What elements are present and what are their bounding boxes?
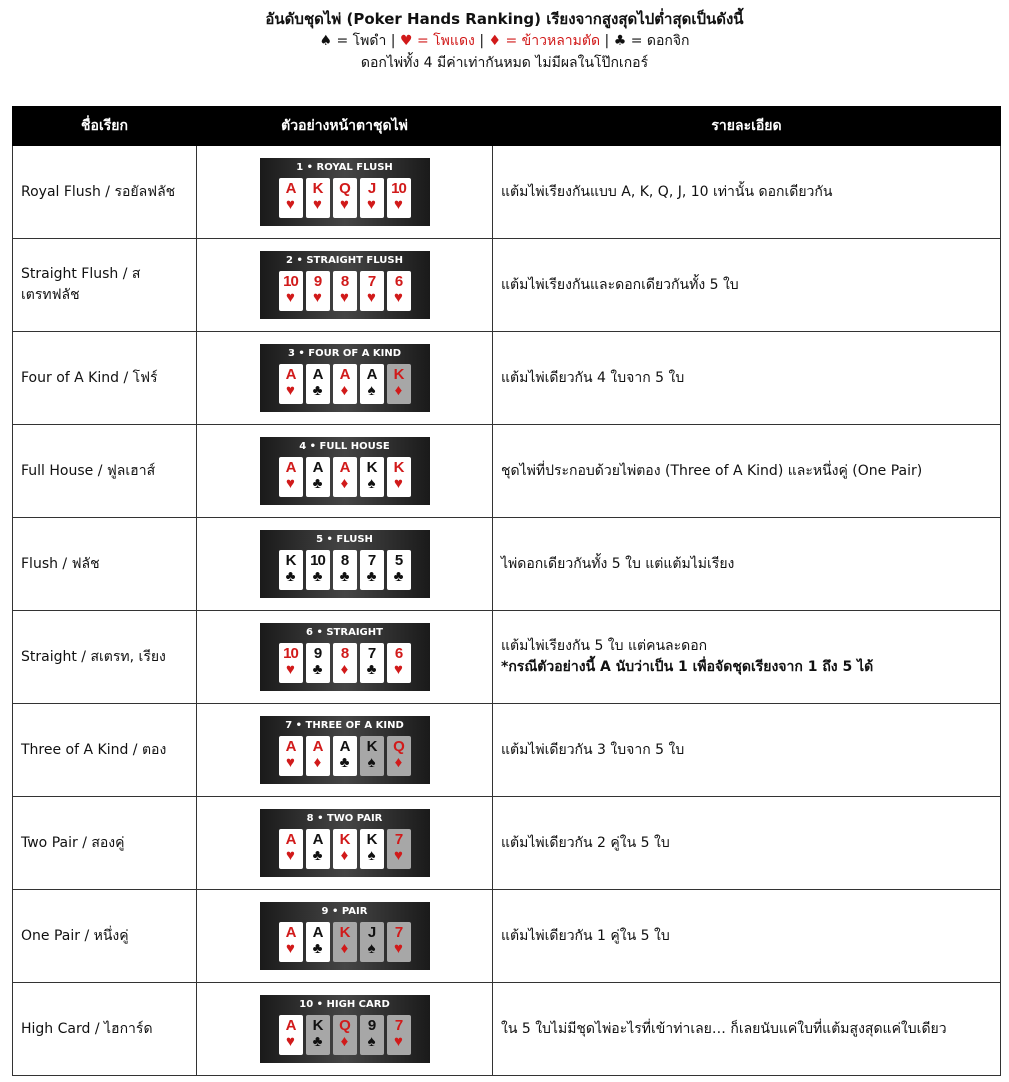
hand-detail: ใน 5 ใบไม่มีชุดไพ่อะไรที่เข้าท่าเลย… ก็เลยนับแค่ใบที่แต้มสูงสุดแค่ใบเดียว (501, 1020, 947, 1037)
playing-card (387, 736, 411, 776)
table-row (13, 239, 1001, 332)
hand-name: Three of A Kind / ตอง (13, 704, 197, 797)
playing-card (306, 178, 330, 218)
card-group (260, 271, 430, 311)
hand-example-cell (197, 704, 493, 797)
card-suit-icon: ♣ (339, 568, 350, 585)
card-rank: 8 (340, 273, 349, 290)
playing-card (279, 364, 303, 404)
card-suit-icon: ♦ (313, 754, 322, 771)
hand-detail-cell (493, 146, 1001, 239)
card-rank: Q (339, 1017, 350, 1034)
card-suit-icon: ♣ (312, 1033, 323, 1050)
table-row (13, 425, 1001, 518)
card-group (260, 550, 430, 590)
card-rank: 10 (391, 180, 406, 197)
hand-example-cell (197, 611, 493, 704)
hand-detail-cell (493, 239, 1001, 332)
card-suit-icon: ♦ (394, 382, 403, 399)
table-row (13, 611, 1001, 704)
hand-example-cell (197, 797, 493, 890)
column-header-name: ชื่อเรียก (13, 107, 197, 146)
playing-card (360, 550, 384, 590)
card-group (260, 736, 430, 776)
card-suit-icon: ♦ (340, 475, 349, 492)
hand-detail-cell (493, 332, 1001, 425)
hand-example-cell (197, 146, 493, 239)
hand-name: High Card / ไฮการ์ด (13, 983, 197, 1076)
hand-example-title: 10 • HIGH CARD (299, 999, 390, 1010)
card-rank: A (366, 366, 377, 383)
card-suit-icon: ♦ (340, 1033, 349, 1050)
card-group (260, 643, 430, 683)
card-suit-icon: ♣ (312, 568, 323, 585)
legend-heart: ♥ = โพแดง (399, 33, 475, 49)
playing-card (333, 829, 357, 869)
card-suit-icon: ♥ (394, 847, 403, 864)
playing-card (360, 829, 384, 869)
hand-example-title: 6 • STRAIGHT (306, 627, 383, 638)
card-group (260, 829, 430, 869)
playing-card (333, 271, 357, 311)
playing-card (306, 271, 330, 311)
playing-card (333, 1015, 357, 1055)
card-suit-icon: ♥ (286, 1033, 295, 1050)
playing-card (387, 1015, 411, 1055)
card-rank: 6 (394, 273, 403, 290)
playing-card (387, 271, 411, 311)
card-rank: 7 (367, 273, 376, 290)
playing-card (306, 550, 330, 590)
hand-example-title: 9 • PAIR (321, 906, 368, 917)
playing-card (360, 457, 384, 497)
card-rank: K (339, 831, 350, 848)
playing-card (279, 457, 303, 497)
column-header-detail: รายละเอียด (493, 107, 1001, 146)
card-suit-icon: ♠ (367, 847, 376, 864)
card-rank: K (312, 1017, 323, 1034)
playing-card (279, 178, 303, 218)
card-suit-icon: ♥ (394, 1033, 403, 1050)
hand-detail: แต้มไพ่เดียวกัน 2 คู่ใน 5 ใบ (501, 834, 670, 851)
table-row (13, 704, 1001, 797)
card-rank: K (366, 831, 377, 848)
hand-detail: แต้มไพ่เรียงกันและดอกเดียวกันทั้ง 5 ใบ (501, 276, 739, 293)
hand-detail-cell (493, 518, 1001, 611)
card-suit-icon: ♥ (367, 196, 376, 213)
card-rank: 8 (340, 552, 349, 569)
playing-card (333, 550, 357, 590)
card-suit-icon: ♥ (286, 382, 295, 399)
card-rank: A (312, 738, 323, 755)
card-suit-icon: ♥ (286, 289, 295, 306)
card-rank: 7 (367, 552, 376, 569)
card-rank: 5 (394, 552, 403, 569)
card-rank: 9 (313, 273, 322, 290)
card-suit-icon: ♠ (367, 1033, 376, 1050)
card-rank: Q (393, 738, 404, 755)
table-row (13, 797, 1001, 890)
playing-card (333, 922, 357, 962)
card-suit-icon: ♥ (394, 475, 403, 492)
hand-name: Flush / ฟลัช (13, 518, 197, 611)
table-row (13, 983, 1001, 1076)
card-suit-icon: ♦ (340, 847, 349, 864)
card-rank: A (285, 459, 296, 476)
card-suit-icon: ♣ (339, 754, 350, 771)
card-suit-icon: ♦ (340, 382, 349, 399)
hand-example-title: 2 • STRAIGHT FLUSH (286, 255, 403, 266)
hand-example-image (260, 158, 430, 226)
playing-card (333, 364, 357, 404)
card-rank: A (312, 924, 323, 941)
playing-card (360, 178, 384, 218)
card-suit-icon: ♥ (340, 196, 349, 213)
playing-card (306, 1015, 330, 1055)
hand-example-image (260, 995, 430, 1063)
card-suit-icon: ♣ (366, 661, 377, 678)
card-rank: Q (339, 180, 350, 197)
playing-card (279, 550, 303, 590)
hand-example-cell (197, 518, 493, 611)
playing-card (279, 736, 303, 776)
playing-card (387, 364, 411, 404)
hand-example-image (260, 902, 430, 970)
card-suit-icon: ♥ (367, 289, 376, 306)
card-rank: A (339, 366, 350, 383)
playing-card (306, 736, 330, 776)
legend-spade: ♠ = โพดำ (319, 33, 387, 49)
hand-detail: แต้มไพ่เดียวกัน 1 คู่ใน 5 ใบ (501, 927, 670, 944)
card-suit-icon: ♣ (285, 568, 296, 585)
hand-example-title: 3 • FOUR OF A KIND (287, 348, 402, 359)
column-header-example: ตัวอย่างหน้าตาชุดไพ่ (197, 107, 493, 146)
card-rank: A (312, 366, 323, 383)
playing-card (360, 736, 384, 776)
playing-card (306, 364, 330, 404)
card-suit-icon: ♥ (286, 754, 295, 771)
hand-example-title: 1 • ROYAL FLUSH (296, 162, 393, 173)
card-rank: K (339, 924, 350, 941)
card-suit-icon: ♣ (312, 382, 323, 399)
card-rank: 7 (367, 645, 376, 662)
hand-name: Four of A Kind / โฟร์ (13, 332, 197, 425)
hand-example-title: 8 • TWO PAIR (306, 813, 383, 824)
table-header-row (13, 107, 1001, 146)
card-suit-icon: ♣ (312, 940, 323, 957)
page-header (0, 8, 1009, 74)
playing-card (306, 457, 330, 497)
hand-example-cell (197, 239, 493, 332)
card-rank: K (285, 552, 296, 569)
card-suit-icon: ♥ (394, 661, 403, 678)
hand-name: Straight / สเตรท, เรียง (13, 611, 197, 704)
card-rank: 10 (310, 552, 325, 569)
card-suit-icon: ♥ (286, 196, 295, 213)
card-group (260, 178, 430, 218)
hand-example-cell (197, 983, 493, 1076)
playing-card (360, 364, 384, 404)
playing-card (306, 829, 330, 869)
playing-card (387, 643, 411, 683)
card-suit-icon: ♥ (286, 661, 295, 678)
card-suit-icon: ♥ (286, 847, 295, 864)
playing-card (333, 457, 357, 497)
card-suit-icon: ♥ (286, 940, 295, 957)
playing-card (279, 643, 303, 683)
table-row (13, 890, 1001, 983)
page-title: อันดับชุดไพ่ (Poker Hands Ranking) เรียงจากสูงสุดไปต่ำสุดเป็นดังนี้ (265, 10, 744, 28)
hand-detail-cell (493, 425, 1001, 518)
legend-diamond: ♦ = ข้าวหลามตัด (488, 33, 601, 49)
card-rank: A (339, 459, 350, 476)
hand-example-title: 4 • FULL HOUSE (299, 441, 390, 452)
card-suit-icon: ♦ (394, 754, 403, 771)
playing-card (360, 922, 384, 962)
card-rank: K (366, 738, 377, 755)
playing-card (333, 178, 357, 218)
hand-detail: แต้มไพ่เรียงกันแบบ A, K, Q, J, 10 เท่านั้น ดอกเดียวกัน (501, 183, 833, 200)
card-suit-icon: ♣ (312, 847, 323, 864)
card-rank: 9 (367, 1017, 376, 1034)
card-rank: A (285, 738, 296, 755)
hand-detail-cell (493, 611, 1001, 704)
hand-example-image (260, 530, 430, 598)
hand-detail-note: *กรณีตัวอย่างนี้ A นับว่าเป็น 1 เพื่อจัดชุดเรียงจาก 1 ถึง 5 ได้ (501, 659, 874, 675)
card-suit-icon: ♠ (367, 940, 376, 957)
card-suit-icon: ♥ (394, 940, 403, 957)
playing-card (387, 550, 411, 590)
playing-card (387, 829, 411, 869)
card-rank: A (312, 831, 323, 848)
card-rank: K (393, 366, 404, 383)
card-suit-icon: ♥ (313, 196, 322, 213)
playing-card (360, 271, 384, 311)
hand-detail-cell (493, 704, 1001, 797)
hand-example-cell (197, 332, 493, 425)
hand-example-image (260, 809, 430, 877)
card-rank: 10 (283, 273, 298, 290)
hand-example-cell (197, 425, 493, 518)
playing-card (279, 1015, 303, 1055)
card-rank: J (367, 924, 376, 941)
hand-detail-cell (493, 797, 1001, 890)
playing-card (279, 829, 303, 869)
card-rank: 10 (283, 645, 298, 662)
table-row (13, 518, 1001, 611)
card-suit-icon: ♣ (393, 568, 404, 585)
playing-card (360, 643, 384, 683)
hand-detail: แต้มไพ่เดียวกัน 3 ใบจาก 5 ใบ (501, 741, 685, 758)
hand-name: Two Pair / สองคู่ (13, 797, 197, 890)
playing-card (306, 922, 330, 962)
card-suit-icon: ♣ (312, 475, 323, 492)
hand-example-image (260, 344, 430, 412)
card-rank: J (367, 180, 376, 197)
hand-example-image (260, 251, 430, 319)
hand-detail: ชุดไพ่ที่ประกอบด้วยไพ่ตอง (Three of A Kind) และหนึ่งคู่ (One Pair) (501, 462, 923, 479)
table-row (13, 146, 1001, 239)
card-rank: A (312, 459, 323, 476)
playing-card (333, 643, 357, 683)
hand-example-image (260, 437, 430, 505)
table-row (13, 332, 1001, 425)
hand-name: Straight Flush / สเตรทฟลัช (13, 239, 197, 332)
card-rank: A (285, 924, 296, 941)
legend-separator: | (474, 33, 489, 49)
card-suit-icon: ♥ (313, 289, 322, 306)
card-suit-icon: ♣ (312, 661, 323, 678)
playing-card (279, 271, 303, 311)
hand-example-image (260, 716, 430, 784)
hand-ranking-table (12, 106, 1001, 1076)
playing-card (306, 643, 330, 683)
card-suit-icon: ♥ (340, 289, 349, 306)
card-suit-icon: ♥ (286, 475, 295, 492)
hand-detail: ไพ่ดอกเดียวกันทั้ง 5 ใบ แต่แต้มไม่เรียง (501, 555, 735, 572)
card-rank: A (285, 831, 296, 848)
card-rank: 7 (394, 831, 403, 848)
card-group (260, 457, 430, 497)
card-suit-icon: ♥ (394, 196, 403, 213)
playing-card (279, 922, 303, 962)
card-group (260, 922, 430, 962)
hand-example-image (260, 623, 430, 691)
card-suit-icon: ♦ (340, 940, 349, 957)
hand-example-title: 5 • FLUSH (316, 534, 373, 545)
playing-card (387, 457, 411, 497)
card-rank: 7 (394, 924, 403, 941)
card-suit-icon: ♥ (394, 289, 403, 306)
card-suit-icon: ♠ (367, 754, 376, 771)
card-suit-icon: ♠ (367, 382, 376, 399)
hand-detail: แต้มไพ่เรียงกัน 5 ใบ แต่คนละดอก (501, 638, 708, 654)
card-rank: 6 (394, 645, 403, 662)
playing-card (387, 178, 411, 218)
playing-card (333, 736, 357, 776)
card-rank: A (285, 366, 296, 383)
legend-separator: | (600, 33, 614, 49)
card-suit-icon: ♦ (340, 661, 349, 678)
card-group (260, 1015, 430, 1055)
legend-separator: | (386, 33, 400, 49)
suit-note: ดอกไพ่ทั้ง 4 มีค่าเท่ากันหมด ไม่มีผลในโป๊กเกอร์ (360, 55, 649, 71)
card-rank: K (393, 459, 404, 476)
card-suit-icon: ♣ (366, 568, 377, 585)
hand-example-cell (197, 890, 493, 983)
hand-detail-cell (493, 983, 1001, 1076)
suit-legend (0, 30, 1009, 52)
card-rank: A (285, 1017, 296, 1034)
hand-example-title: 7 • THREE OF A KIND (285, 720, 404, 731)
card-rank: A (339, 738, 350, 755)
card-rank: K (366, 459, 377, 476)
hand-name: Full House / ฟูลเฮาส์ (13, 425, 197, 518)
playing-card (360, 1015, 384, 1055)
hand-name: One Pair / หนึ่งคู่ (13, 890, 197, 983)
hand-detail: แต้มไพ่เดียวกัน 4 ใบจาก 5 ใบ (501, 369, 685, 386)
card-rank: 8 (340, 645, 349, 662)
card-rank: 9 (313, 645, 322, 662)
card-rank: 7 (394, 1017, 403, 1034)
card-group (260, 364, 430, 404)
card-rank: A (285, 180, 296, 197)
card-rank: K (312, 180, 323, 197)
hand-name: Royal Flush / รอยัลฟลัช (13, 146, 197, 239)
card-suit-icon: ♠ (367, 475, 376, 492)
legend-club: ♣ = ดอกจิก (613, 33, 690, 49)
playing-card (387, 922, 411, 962)
hand-detail-cell (493, 890, 1001, 983)
